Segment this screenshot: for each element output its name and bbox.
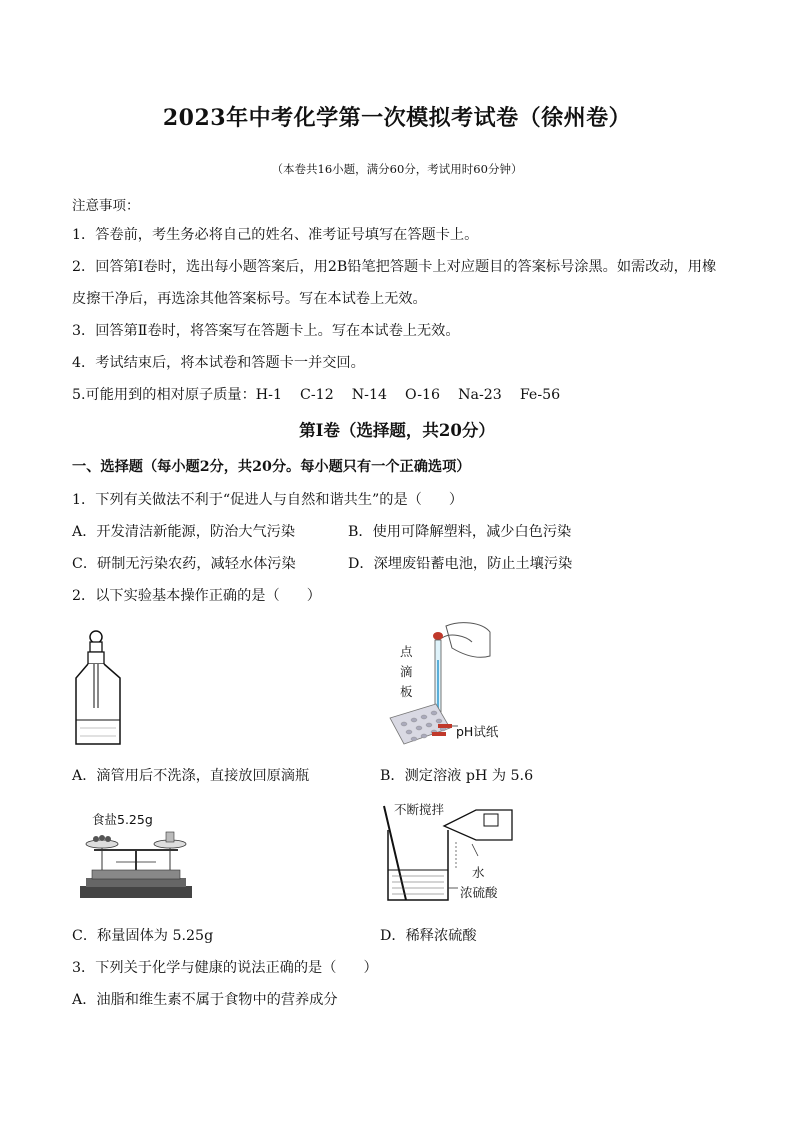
option-d: D．稀释浓硫酸 <box>380 928 477 944</box>
option-a: A．滴管用后不洗涤，直接放回原滴瓶 <box>72 768 310 784</box>
notice-item: 皮擦干净后，再选涂其他答案标号。写在本试卷上无效。 <box>72 291 427 307</box>
figure-label: 板 <box>400 684 413 699</box>
option-c: C．研制无污染农药，减轻水体污染 <box>72 556 296 572</box>
dropper-bottle-figure <box>68 628 128 750</box>
figure-label: 浓硫酸 <box>460 885 498 900</box>
option-a: A．油脂和维生素不属于食物中的营养成分 <box>72 992 338 1008</box>
notice-item: 2．回答第Ⅰ卷时，选出每小题答案后，用2B铅笔把答题卡上对应题目的答案标号涂黑。如需改动，用橡 <box>72 259 717 275</box>
page-title: 2023年中考化学第一次模拟考试卷（徐州卷） <box>162 105 632 131</box>
question-stem: 2．以下实验基本操作正确的是（ ） <box>72 588 321 604</box>
figure-label: 不断搅拌 <box>394 802 445 817</box>
notice-item: 5.可能用到的相对原子质量：H-1 C-12 N-14 O-16 Na-23 Fe-56 <box>72 387 561 403</box>
exam-info: （本卷共16小题，满分60分，考试用时60分钟） <box>271 162 523 176</box>
question-stem: 1．下列有关做法不利于“促进人与自然和谐共生”的是（ ） <box>72 492 464 508</box>
notice-item: 1．答卷前，考生务必将自己的姓名、准考证号填写在答题卡上。 <box>72 227 479 243</box>
option-a: A．开发清洁新能源，防治大气污染 <box>72 524 296 540</box>
section-heading: 一、选择题（每小题2分，共20分。每小题只有一个正确选项） <box>72 459 471 475</box>
option-b: B．使用可降解塑料，减少白色污染 <box>348 524 572 540</box>
figure-label: 滴 <box>400 664 413 679</box>
figure-label: pH试纸 <box>456 724 499 739</box>
figure-label: 点 <box>400 644 413 659</box>
option-b: B．测定溶液 pH 为 5.6 <box>380 768 534 784</box>
question-stem: 3．下列关于化学与健康的说法正确的是（ ） <box>72 960 378 976</box>
notice-item: 3．回答第Ⅱ卷时，将答案写在答题卡上。写在本试卷上无效。 <box>72 323 460 339</box>
part-title: 第I卷（选择题，共20分） <box>299 421 495 440</box>
figure-label: 食盐5.25g <box>92 812 153 827</box>
notice-heading: 注意事项： <box>72 198 140 214</box>
notice-item: 4．考试结束后，将本试卷和答题卡一并交回。 <box>72 355 365 371</box>
option-d: D．深埋废铅蓄电池，防止土壤污染 <box>348 556 573 572</box>
option-c: C．称量固体为 5.25g <box>72 928 214 944</box>
figure-label: 水 <box>472 865 485 880</box>
balance-figure <box>76 826 196 902</box>
